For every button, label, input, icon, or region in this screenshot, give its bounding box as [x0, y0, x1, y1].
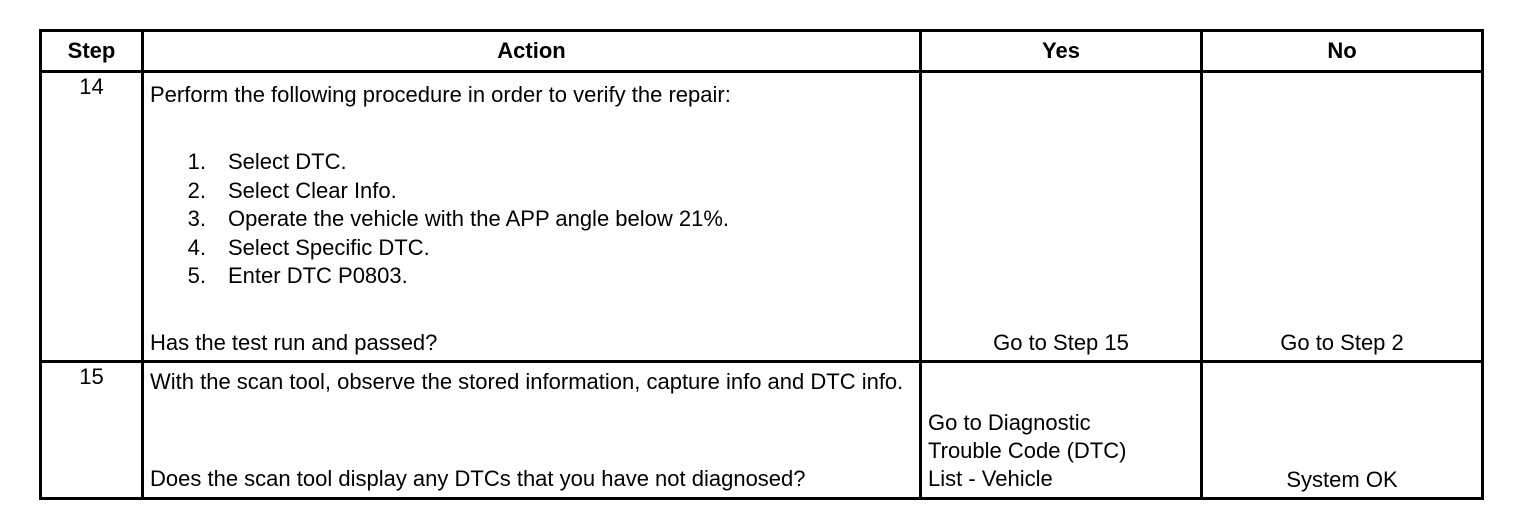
- yes-cell: [921, 362, 1202, 499]
- no-result: Go to Step 2: [1280, 330, 1404, 355]
- procedure-step: 2. Select Clear Info.: [187, 177, 397, 203]
- diagnostic-table: [39, 29, 1484, 500]
- header-action: Action: [143, 31, 921, 72]
- header-yes: Yes: [921, 31, 1202, 72]
- action-cell: [143, 362, 921, 499]
- table-row-step-15: [41, 362, 1483, 499]
- procedure-list: [150, 148, 729, 291]
- step-number: 14: [41, 72, 143, 362]
- no-cell: [1202, 72, 1483, 362]
- no-cell: [1202, 362, 1483, 499]
- no-result: System OK: [1286, 467, 1398, 492]
- action-question: Has the test run and passed?: [150, 330, 438, 355]
- table-row-step-14: [41, 72, 1483, 362]
- yes-cell: [921, 72, 1202, 362]
- yes-result: Go to Step 15: [993, 330, 1129, 355]
- step-number: 15: [41, 362, 143, 499]
- action-intro: Perform the following procedure in order to verify the repair:: [150, 82, 731, 107]
- action-question: Does the scan tool display any DTCs that you have not diagnosed?: [150, 466, 806, 491]
- procedure-step: 3. Operate the vehicle with the APP angle below 21%.: [187, 206, 730, 231]
- action-intro: With the scan tool, observe the stored information, capture info and DTC info.: [150, 369, 904, 394]
- procedure-step: 5. Enter DTC P0803.: [187, 263, 408, 288]
- header-step: Step: [41, 31, 143, 72]
- header-row: [41, 31, 1483, 72]
- header-no: No: [1202, 31, 1483, 72]
- action-cell: [143, 72, 921, 362]
- procedure-step: 1. Select DTC.: [187, 149, 347, 174]
- procedure-step: 4. Select Specific DTC.: [187, 234, 430, 260]
- yes-result: Go to Diagnostic Trouble Code (DTC) List - Vehicle: [928, 410, 1127, 491]
